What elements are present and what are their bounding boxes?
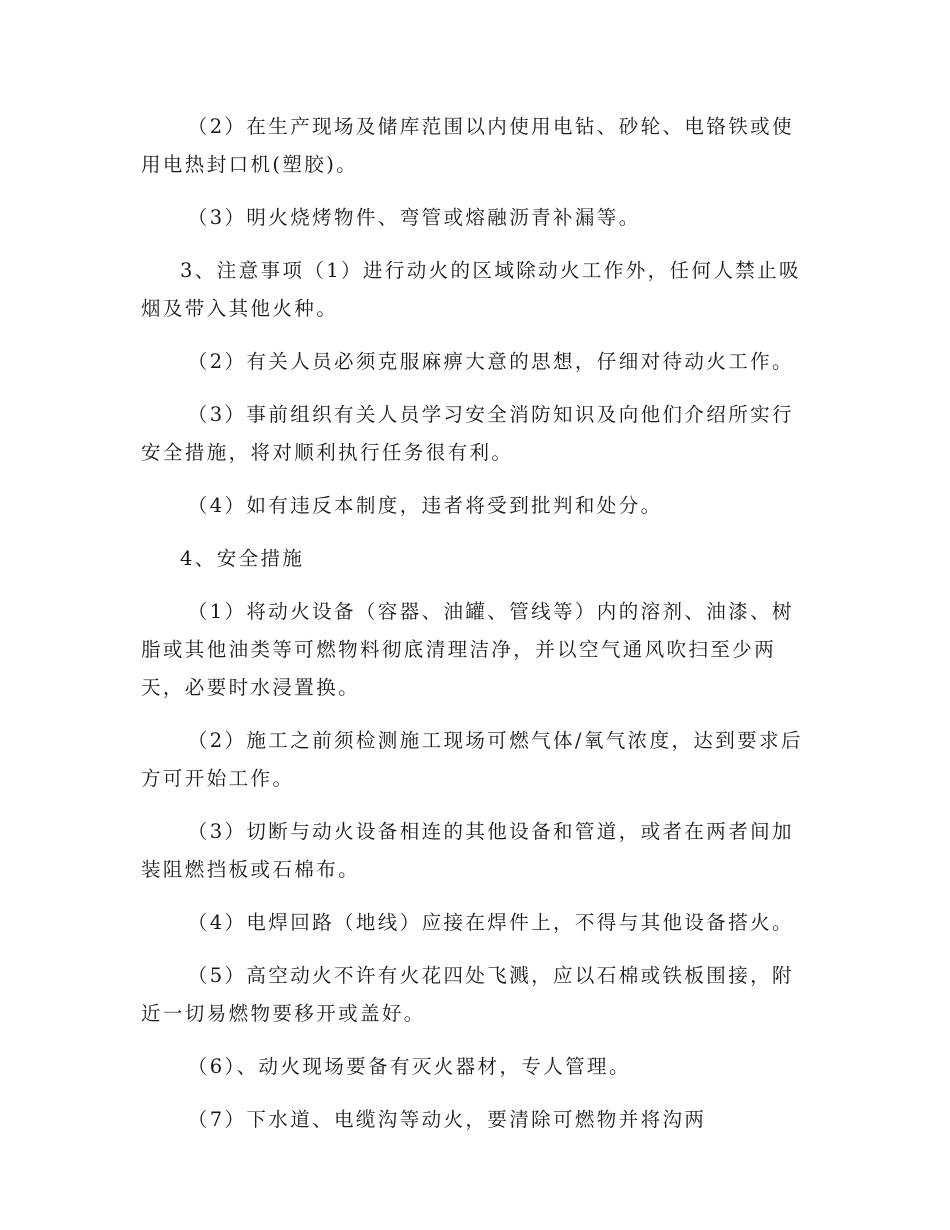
section-heading-safety-measures: 4、安全措施 xyxy=(180,547,305,570)
document-body xyxy=(141,108,809,1139)
paragraph-notes-3: （3）事前组织有关人员学习安全消防知识及向他们介绍所实行安全措施，将对顺利执行任务很有利。 xyxy=(141,403,794,464)
paragraph-3-open-flame: （3）明火烧烤物件、弯管或熔融沥青补漏等。 xyxy=(187,206,641,229)
paragraph-safety-7: （7）下水道、电缆沟等动火，要清除可燃物并将沟两 xyxy=(187,1108,707,1131)
paragraph-safety-2: （2）施工之前须检测施工现场可燃气体/氧气浓度，达到要求后方可开始工作。 xyxy=(141,729,803,790)
paragraph-safety-4: （4）电焊回路（地线）应接在焊件上，不得与其他设备搭火。 xyxy=(187,911,794,934)
paragraph-notes-2: （2）有关人员必须克服麻痹大意的思想，仔细对待动火工作。 xyxy=(187,350,794,373)
paragraph-safety-5: （5）高空动火不许有火花四处飞溅，应以石棉或铁板围接，附近一切易燃物要移开或盖好。 xyxy=(141,964,794,1025)
paragraph-notes-heading: 3、注意事项（1）进行动火的区域除动火工作外，任何人禁止吸烟及带入其他火种。 xyxy=(141,259,801,320)
paragraph-2-power-tools: （2）在生产现场及储库范围以内使用电钻、砂轮、电铬铁或使用电热封口机(塑胶)。 xyxy=(141,115,794,176)
paragraph-safety-3: （3）切断与动火设备相连的其他设备和管道，或者在两者间加装阻燃挡板或石棉布。 xyxy=(141,820,794,881)
paragraph-notes-4: （4）如有违反本制度，违者将受到批判和处分。 xyxy=(187,494,663,517)
paragraph-safety-6: （6）、动火现场要备有灭火器材，专人管理。 xyxy=(187,1055,631,1078)
paragraph-safety-1: （1）将动火设备（容器、油罐、管线等）内的溶剂、油漆、树脂或其他油类等可燃物料彻底清理洁净，并以空气通风吹扫至少两天，必要时水浸置换。 xyxy=(141,600,794,699)
